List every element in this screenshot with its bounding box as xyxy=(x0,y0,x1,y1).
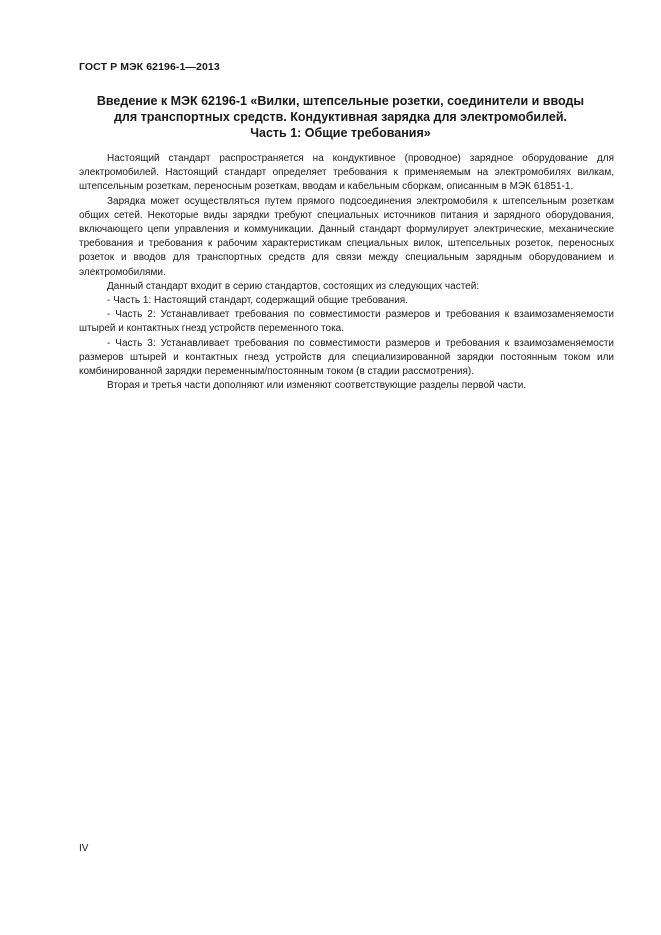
title-line: Часть 1: Общие требования» xyxy=(250,126,431,140)
introduction-body xyxy=(79,152,614,393)
page-number: IV xyxy=(79,843,89,854)
paragraph-charging: Зарядка может осуществляться путем прямого подсоединения электромобиля к штепсельным розеткам общих сетей. Некоторые виды зарядки требуют специальных источников питания и зарядного оборудования, включающего цепи управления и коммуникации. Данный стандарт формулирует электрические, механические требования и требования к рабочим характеристикам специальных вилок, штепсельных розеток, переносных розеток и вводов для транспортных средств для связи между специальным зарядным оборудованием и электромобилями. xyxy=(79,195,614,278)
list-item-part-3: - Часть 3: Устанавливает требования по совместимости размеров и требования к взаимозаменяемости размеров штырей и контактных гнезд устройств для специализированной зарядки постоянным током или комбинированной зарядки переменным/постоянным током (в стадии рассмотрения). xyxy=(79,337,614,378)
introduction-title xyxy=(70,93,611,141)
paragraph-parts-relation: Вторая и третья части дополняют или изменяют соответствующие разделы первой части. xyxy=(107,380,527,392)
title-line: Введение к МЭК 62196-1 «Вилки, штепсельные розетки, соединители и вводы xyxy=(96,94,585,108)
list-item-part-2: - Часть 2: Устанавливает требования по совместимости размеров и требования к взаимозаменяемости штырей и контактных гнезд устройств переменного тока. xyxy=(79,309,614,335)
title-line: для транспортных средств. Кондуктивная зарядка для электромобилей. xyxy=(114,110,567,124)
document-id-header: ГОСТ Р МЭК 62196-1—2013 xyxy=(79,61,220,73)
list-item-part-1: - Часть 1: Настоящий стандарт, содержащий общие требования. xyxy=(107,295,408,307)
paragraph-series: Данный стандарт входит в серию стандартов, состоящих из следующих частей: xyxy=(107,280,480,292)
paragraph-scope: Настоящий стандарт распространяется на кондуктивное (проводное) зарядное оборудование для электромобилей. Настоящий стандарт определяет требования к применяемым на электромобилях вилкам, штепсельным розеткам, переносным розеткам, вводам и кабельным сборкам, описанным в МЭК 61851-1. xyxy=(79,153,614,193)
